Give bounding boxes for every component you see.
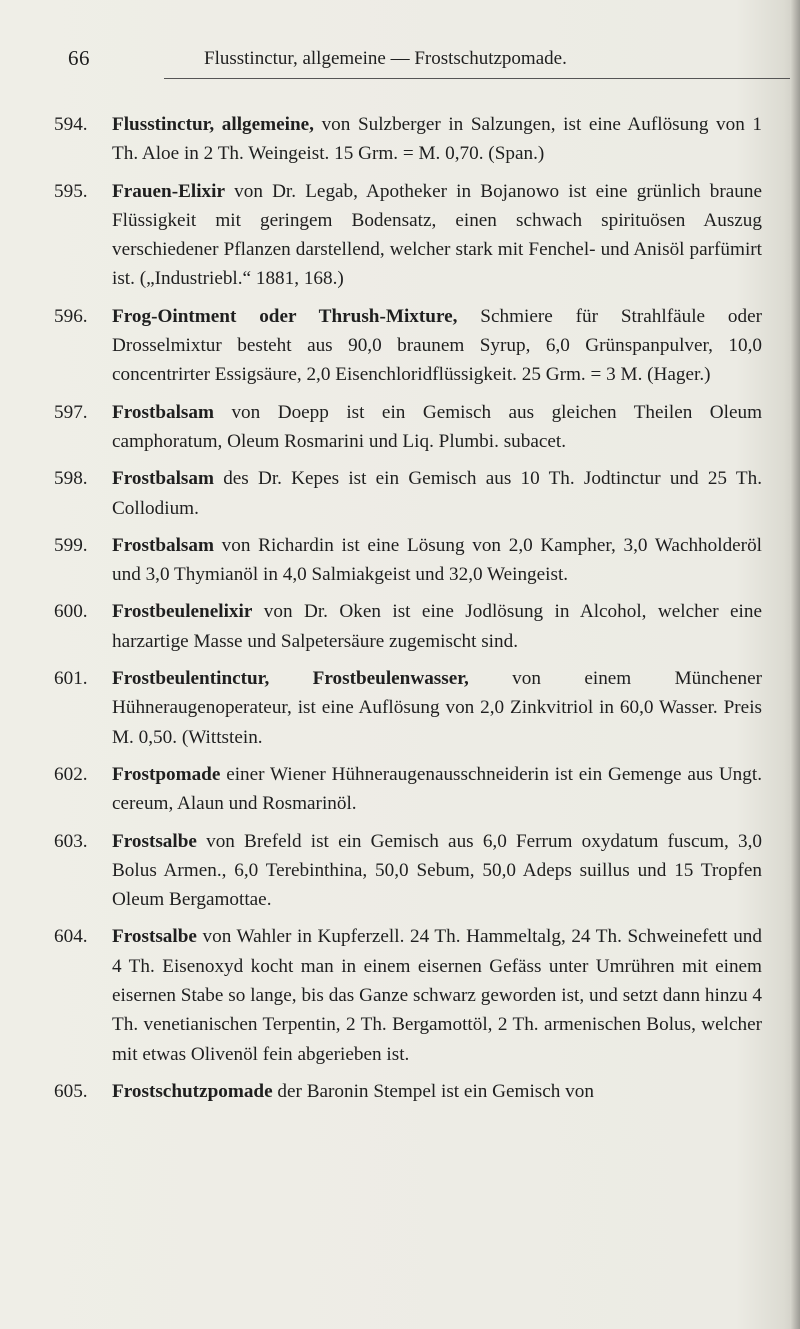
entry-number: 598. bbox=[54, 468, 88, 490]
entry-604 bbox=[54, 922, 762, 1068]
entry-number: 596. bbox=[54, 305, 88, 327]
entry-599 bbox=[54, 531, 762, 590]
entry-number: 601. bbox=[54, 668, 88, 690]
page-header bbox=[54, 44, 734, 84]
entry-term: Frostbeulenelixir bbox=[112, 601, 253, 623]
entry-term: Frostschutzpomade bbox=[112, 1080, 273, 1102]
entry-text: Schmiere für Strahlfäule oder Drosselmixtur besteht aus 90,0 braunem Syrup, 6,0 Grünspanpulver, 10,0 concentrirter Essigsäure, 2,0 Eisenchloridflüssigkeit. 25 Grm. = 3 M. (Hager.) bbox=[112, 305, 762, 386]
entry-term: Frostsalbe bbox=[112, 830, 197, 852]
entry-text: von Brefeld ist ein Gemisch aus 6,0 Ferrum oxydatum fuscum, 3,0 Bolus Armen., 6,0 Terebinthina, 50,0 Sebum, 50,0 Adeps suillus und 15 Tropfen Oleum Bergamottae. bbox=[112, 830, 762, 911]
entry-number: 602. bbox=[54, 763, 88, 785]
entry-603 bbox=[54, 827, 762, 915]
entry-list bbox=[54, 110, 762, 1114]
entry-number: 600. bbox=[54, 601, 88, 623]
entry-605 bbox=[54, 1077, 762, 1106]
entry-text: von Dr. Legab, Apotheker in Bojanowo ist eine grünlich braune Flüssigkeit mit geringem Bodensatz, einen schwach spirituösen Auszug verschiedener Pflanzen darstellend, welcher stark mit Fenchel- und Anisöl parfümirt ist. („Industriebl.“ 1881, 168.) bbox=[112, 180, 762, 290]
entry-term: Frauen-Elixir bbox=[112, 180, 225, 202]
entry-number: 599. bbox=[54, 534, 88, 556]
entry-term: Frostbalsam bbox=[112, 534, 214, 556]
entry-text: der Baronin Stempel ist ein Gemisch von bbox=[272, 1080, 594, 1102]
entry-text: von einem Münchener Hühneraugenoperateur, ist eine Auflösung von 2,0 Zinkvitriol in 60,0 Wasser. Preis M. 0,50. (Wittstein. bbox=[112, 668, 762, 748]
entry-602 bbox=[54, 760, 762, 819]
entry-text: von Doepp ist ein Gemisch aus gleichen Theilen Oleum camphoratum, Oleum Rosmarini und Liq. Plumbi. subacet. bbox=[112, 401, 762, 452]
entry-text: einer Wiener Hühneraugenausschneiderin ist ein Gemenge aus Ungt. cereum, Alaun und Rosmarinöl. bbox=[112, 763, 762, 815]
entry-term: Frostbeulentinctur, Frostbeulenwasser, bbox=[112, 668, 469, 690]
entry-term: Frostsalbe bbox=[112, 926, 197, 948]
entry-term: Frostpomade bbox=[112, 763, 221, 785]
entry-term: Frostbalsam bbox=[112, 468, 214, 490]
entry-number: 597. bbox=[54, 401, 88, 423]
entry-term: Frostbalsam bbox=[112, 401, 214, 423]
entry-number: 604. bbox=[54, 926, 88, 948]
entry-text: von Dr. Oken ist eine Jodlösung in Alcohol, welcher eine harzartige Masse und Salpetersäure zugemischt sind. bbox=[112, 601, 762, 652]
entry-number: 605. bbox=[54, 1080, 88, 1102]
running-head: Flusstinctur, allgemeine — Frostschutzpomade. bbox=[204, 48, 567, 69]
entry-596 bbox=[54, 302, 762, 390]
header-rule bbox=[164, 78, 800, 79]
entry-number: 603. bbox=[54, 830, 88, 852]
entry-594 bbox=[54, 110, 762, 169]
entry-term: Frog-Ointment oder Thrush-Mixture, bbox=[112, 305, 458, 327]
entry-text: von Wahler in Kupferzell. 24 Th. Hammeltalg, 24 Th. Schweinefett und 4 Th. Eisenoxyd kocht man in einem eisernen Gefäss unter Umrühren mit einem eisernen Stabe so lange, bis das Ganze schwarz geworden ist, und setzt dann hinzu 4 Th. venetianischen Terpentin, 2 Th. Bergamottöl, 2 Th. armenischen Bolus, welcher mit etwas Olivenöl fein abgerieben ist. bbox=[112, 926, 762, 1065]
entry-597 bbox=[54, 398, 762, 457]
entry-term: Flusstinctur, allgemeine, bbox=[112, 114, 314, 135]
entry-600 bbox=[54, 597, 762, 656]
page-number: 66 bbox=[68, 46, 90, 70]
entry-text: von Richardin ist eine Lösung von 2,0 Kampher, 3,0 Wachholderöl und 3,0 Thymianöl in 4,0 Salmiakgeist und 32,0 Weingeist. bbox=[112, 534, 762, 586]
entry-text: von Sulzberger in Salzungen, ist eine Auflösung von 1 Th. Aloe in 2 Th. Weingeist. 15 Grm. = M. 0,70. (Span.) bbox=[112, 114, 763, 165]
page-edge-shadow bbox=[790, 0, 800, 1329]
entry-number: 594. bbox=[54, 114, 88, 135]
entry-text: des Dr. Kepes ist ein Gemisch aus 10 Th. Jodtinctur und 25 Th. Collodium. bbox=[112, 468, 762, 519]
entry-number: 595. bbox=[54, 180, 88, 202]
entry-601 bbox=[54, 664, 762, 752]
entry-598 bbox=[54, 464, 762, 523]
entry-595 bbox=[54, 177, 762, 294]
